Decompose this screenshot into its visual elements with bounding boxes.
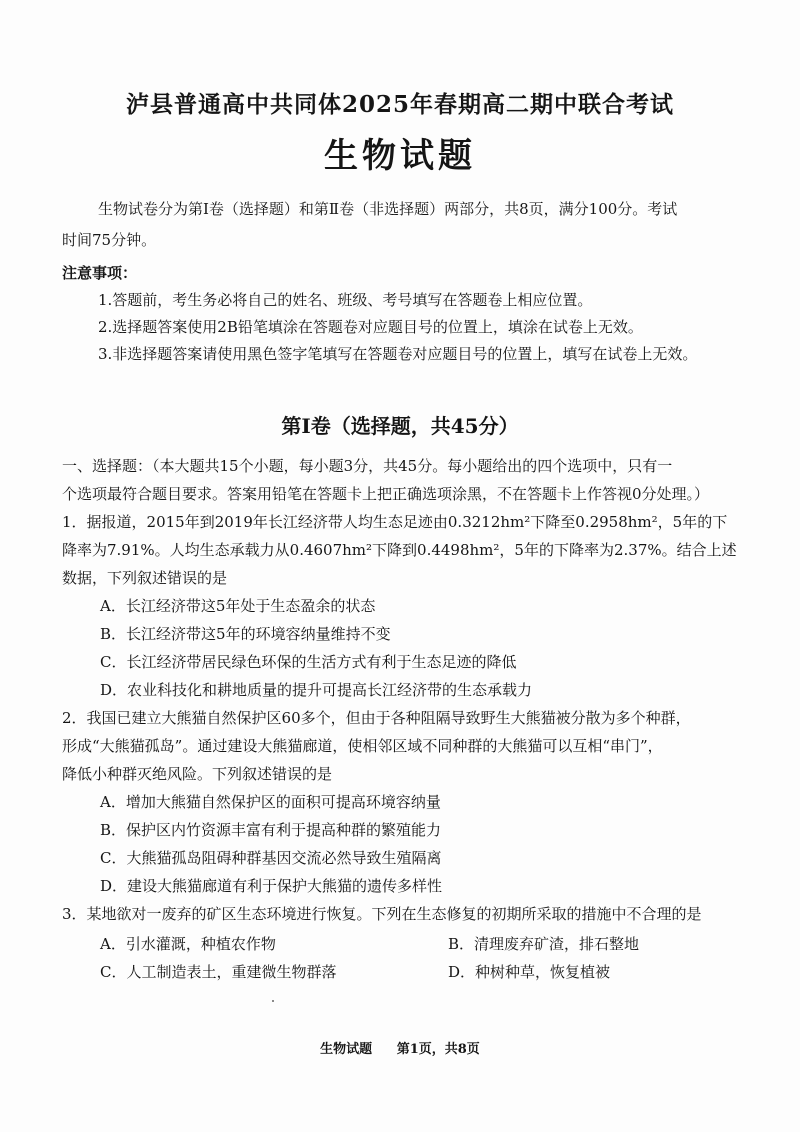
question-3 (62, 900, 742, 928)
question-1-stem-line: 降率为7.91%。人均生态承载力从0.4607hm²下降到0.4498hm²，5年的下降率为2.37%。结合上述 (62, 541, 737, 559)
instruction-line: 一、选择题：（本大题共15个小题，每小题3分，共45分。每小题给出的四个选项中，只有一 (62, 457, 673, 475)
question-2-option-a: A．增加大熊猫自然保护区的面积可提高环境容纳量 (100, 793, 441, 811)
question-3-options (100, 930, 740, 986)
question-2 (62, 704, 742, 900)
intro-line-1: 生物试卷分为第Ⅰ卷（选择题）和第Ⅱ卷（非选择题）两部分，共8页，满分100分。考试 (98, 200, 678, 218)
notice-heading: 注意事项： (62, 264, 138, 282)
question-2-stem-line: 2．我国已建立大熊猫自然保护区60多个，但由于各种阻隔导致野生大熊猫被分散为多个种群， (62, 709, 691, 727)
section-instructions (62, 452, 742, 508)
question-2-option-b: B．保护区内竹资源丰富有利于提高种群的繁殖能力 (100, 821, 442, 839)
question-1-option-a: A．长江经济带这5年处于生态盈余的状态 (100, 597, 376, 615)
question-1-option-d: D．农业科技化和耕地质量的提升可提高长江经济带的生态承载力 (100, 681, 533, 699)
question-3-option-row (100, 958, 740, 986)
intro-line-2: 时间75分钟。 (62, 231, 157, 249)
question-1-stem-line: 1．据报道，2015年到2019年长江经济带人均生态足迹由0.3212hm²下降至0.2958hm²，5年的下 (62, 513, 728, 531)
notice-list (98, 287, 758, 368)
question-1-option-c: C．长江经济带居民绿色环保的生活方式有利于生态足迹的降低 (100, 653, 517, 671)
notice-item: 1.答题前，考生务必将自己的姓名、班级、考号填写在答题卷上相应位置。 (98, 291, 593, 309)
question-3-stem-line: 3．某地欲对一废弃的矿区生态环境进行恢复。下列在生态修复的初期所采取的措施中不合理的是 (62, 905, 702, 923)
exam-intro (62, 194, 738, 256)
page-footer (0, 1038, 800, 1057)
question-2-stem-line: 形成“大熊猫孤岛”。通过建设大熊猫廊道，使相邻区域不同种群的大熊猫可以互相“串门”， (62, 737, 663, 755)
scan-speck (272, 1000, 274, 1002)
footer-subject: 生物试题 (320, 1042, 373, 1057)
footer-page-number: 第1页，共8页 (396, 1042, 480, 1057)
question-2-stem-line: 降低小种群灭绝风险。下列叙述错误的是 (62, 765, 333, 783)
notice-item: 3.非选择题答案请使用黑色签字笔填写在答题卷对应题目号的位置上，填写在试卷上无效。 (98, 345, 698, 363)
exam-title: 泸县普通高中共同体2025年春期高二期中联合考试 (125, 91, 674, 118)
notice-item: 2.选择题答案使用2B铅笔填涂在答题卷对应题目号的位置上，填涂在试卷上无效。 (98, 318, 643, 336)
question-3-option-d: D．种树种草，恢复植被 (448, 963, 611, 981)
question-3-option-c: C．人工制造表土，重建微生物群落 (100, 963, 337, 981)
question-3-option-b: B．清理废弃矿渣，排石整地 (448, 935, 640, 953)
question-3-option-a: A．引水灌溉，种植农作物 (100, 935, 276, 953)
question-3-option-row (100, 930, 740, 958)
question-2-option-c: C．大熊猫孤岛阻碍种群基因交流必然导致生殖隔离 (100, 849, 442, 867)
question-1-stem-line: 数据，下列叙述错误的是 (62, 569, 228, 587)
section-heading: 第Ⅰ卷（选择题，共45分） (281, 414, 519, 438)
question-2-option-d: D．建设大熊猫廊道有利于保护大熊猫的遗传多样性 (100, 877, 443, 895)
subject-title: 生物试题 (324, 136, 476, 176)
question-1 (62, 508, 742, 704)
question-1-option-b: B．长江经济带这5年的环境容纳量维持不变 (100, 625, 391, 643)
instruction-line: 个选项最符合题目要求。答案用铅笔在答题卡上把正确选项涂黑，不在答题卡上作答视0分处理。） (62, 485, 710, 503)
